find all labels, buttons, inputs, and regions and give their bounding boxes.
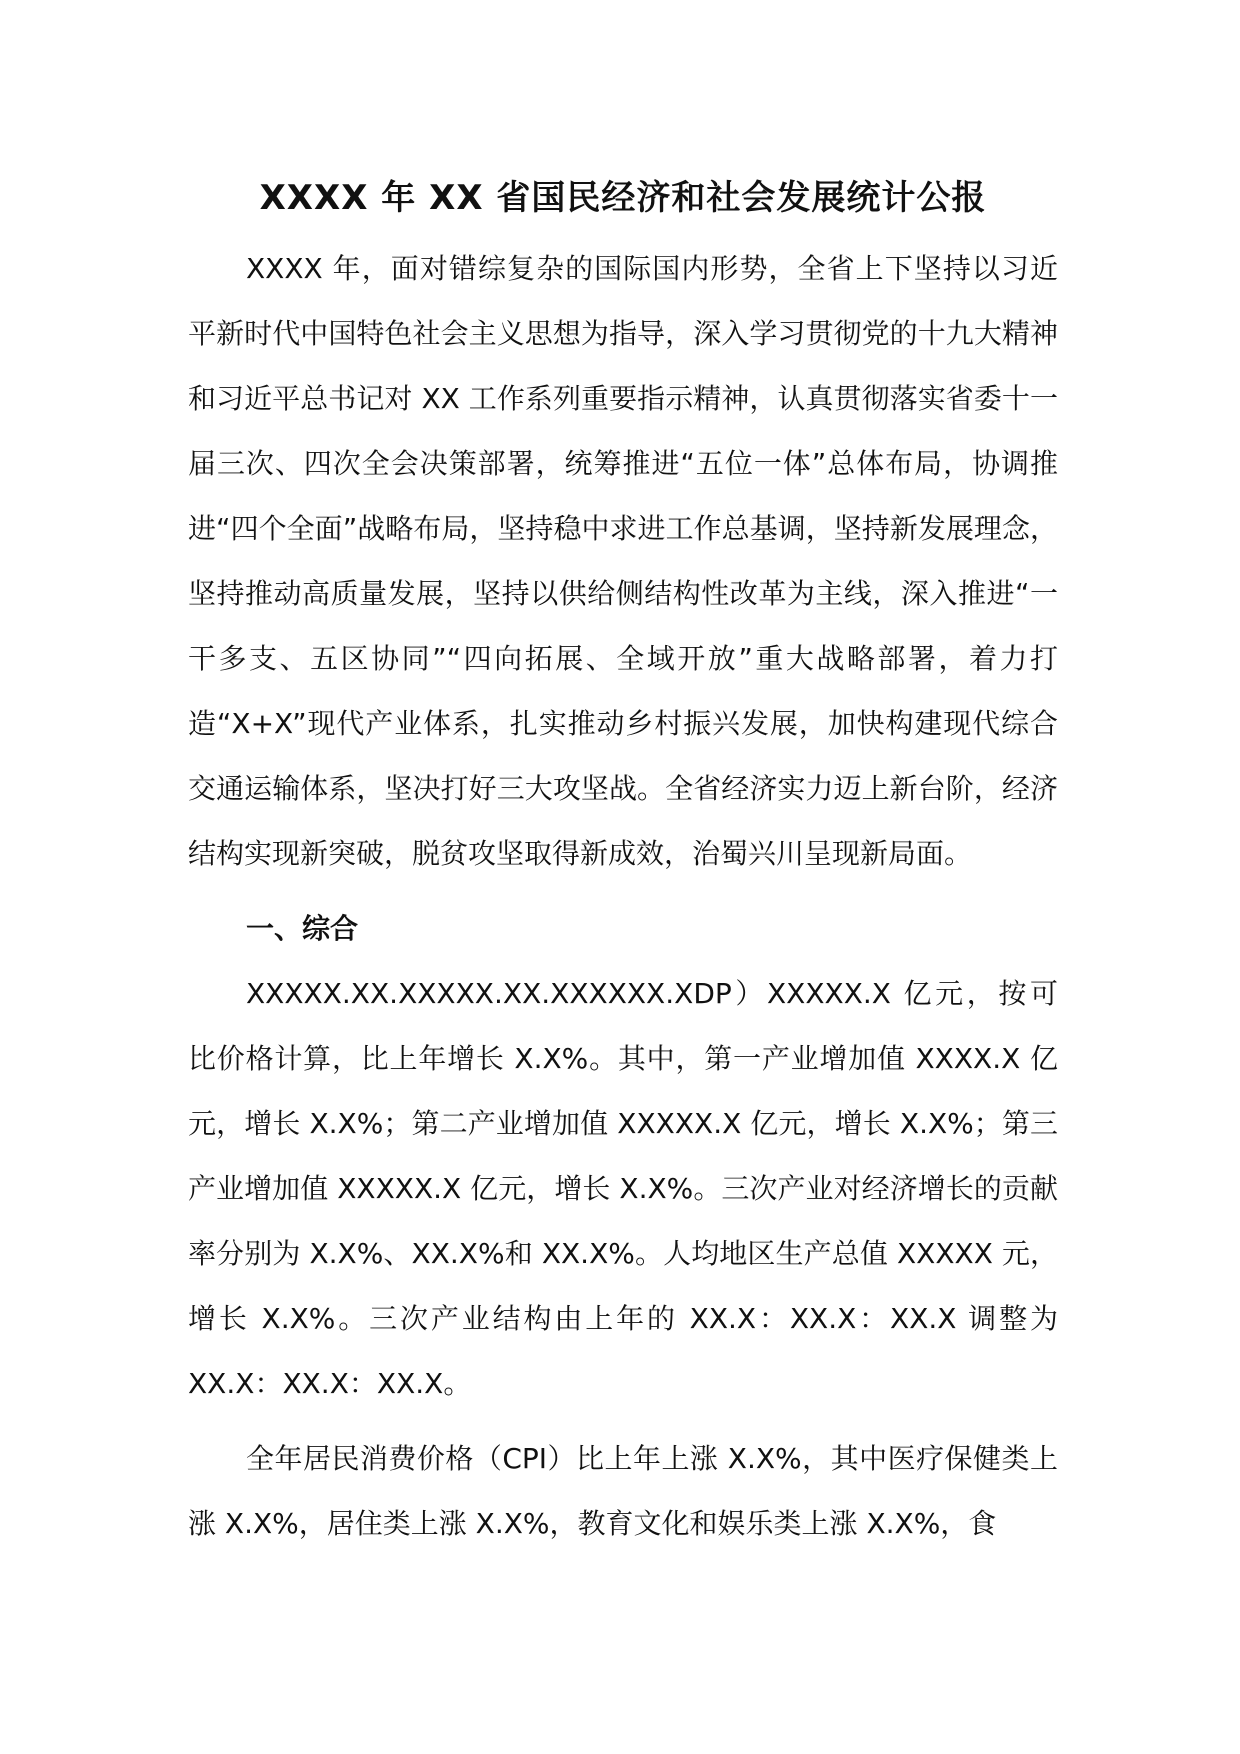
document-page [188, 168, 1058, 1556]
section-heading-general: 一、综合 [246, 912, 359, 945]
spacer [188, 1416, 1058, 1426]
cpi-paragraph: 全年居民消费价格（CPI）比上年上涨 X.X%，其中医疗保健类上涨 X.X%，居住类上涨 X.X%，教育文化和娱乐类上涨 X.X%，食 [188, 1442, 1058, 1540]
intro-paragraph: XXXX 年，面对错综复杂的国际国内形势，全省上下坚持以习近平新时代中国特色社会主义思想为指导，深入学习贯彻党的十九大精神和习近平总书记对 XX 工作系列重要指示精神，认真贯彻落实省委十一届三次、四次全会决策部署，统筹推进“五位一体”总体布局，协调推进“四个全面”战略布局，坚持稳中求进工作总基调，坚持新发展理念，坚持推动高质量发展，坚持以供给侧结构性改革为主线，深入推进“一干多支、五区协同”“四向拓展、全域开放”重大战略部署，着力打造“X+X”现代产业体系，扎实推动乡村振兴发展，加快构建现代综合交通运输体系，坚决打好三大攻坚战。全省经济实力迈上新台阶，经济结构实现新突破，脱贫攻坚取得新成效，治蜀兴川呈现新局面。 [188, 252, 1058, 870]
spacer [188, 886, 1058, 896]
gdp-paragraph: XXXXX.XX.XXXXX.XX.XXXXXX.XDP）XXXXX.X 亿元，按可比价格计算，比上年增长 X.X%。其中，第一产业增加值 XXXX.X 亿元，增长 X.X%；第二产业增加值 XXXXX.X 亿元，增长 X.X%；第三产业增加值 XXXXX.X 亿元，增长 X.X%。三次产业对经济增长的贡献率分别为 X.X%、XX.X%和 XX.X%。人均地区生产总值 XXXXX 元，增长 X.X%。三次产业结构由上年的 XX.X：XX.X：XX.X 调整为 XX.X：XX.X：XX.X。 [188, 977, 1058, 1400]
document-title: XXXX 年 XX 省国民经济和社会发展统计公报 [259, 178, 987, 218]
